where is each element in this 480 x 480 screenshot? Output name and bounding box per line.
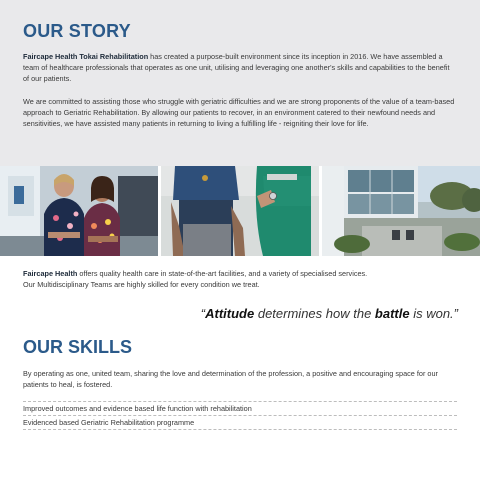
quote-middle: determines how the (254, 306, 375, 321)
quote-word-attitude: Attitude (205, 306, 255, 321)
photo-building-illustration (322, 166, 480, 256)
facilities-line-1-text: offers quality health care in state-of-the-art facilities, and a variety of specialised services. (77, 269, 368, 278)
facilities-line-2: Our Multidisciplinary Teams are highly skilled for every condition we treat. (23, 280, 260, 290)
our-skills-heading: OUR SKILLS (23, 337, 133, 357)
our-story-heading: OUR STORY (23, 21, 131, 41)
quote-word-battle: battle (374, 306, 410, 321)
facilities-org-name: Faircape Health (23, 269, 78, 278)
skills-list-item: Improved outcomes and evidence based life function with rehabilitation (23, 401, 457, 415)
skills-paragraph: By operating as one, united team, sharing the love and determination of the profession, a positive and encouraging space for our patients to heal, is fostered. (23, 369, 438, 390)
quote-open-mark: “ (200, 306, 206, 321)
photo-building (322, 166, 480, 256)
photo-nurses (0, 166, 158, 256)
photo-staff (161, 166, 319, 256)
photo-strip (0, 166, 480, 256)
photo-nurses-illustration (0, 166, 158, 256)
facilities-section (23, 268, 463, 290)
story-paragraph-1-text: has created a purpose-built environment since its inception in 2016. We have assembled a team of healthcare professionals that operates as one unit, utilising and leveraging one another's skills and capabilities to the benefit of our patients. (23, 52, 450, 84)
skills-list-item: Evidenced based Geriatric Rehabilitation programme (23, 415, 457, 430)
our-story-section (0, 0, 480, 166)
attitude-quote (0, 306, 458, 321)
story-paragraph-1 (23, 51, 457, 85)
skills-list (23, 401, 457, 430)
photo-staff-illustration (161, 166, 319, 256)
story-paragraph-2: We are committed to assisting those who struggle with geriatric difficulties and we are strong proponents of the value of a team-based approach to Geriatric Rehabilitation. By allowing our patients to recover, in an environment catered to their newfound needs and sensitivities, we have assisted many patients in returning to living a fulfilling life - reigniting their love for life. (23, 96, 455, 129)
story-org-name: Faircape Health Tokai Rehabilitation (23, 52, 149, 61)
quote-end: is won.” (409, 306, 458, 321)
facilities-line-1 (23, 268, 463, 279)
